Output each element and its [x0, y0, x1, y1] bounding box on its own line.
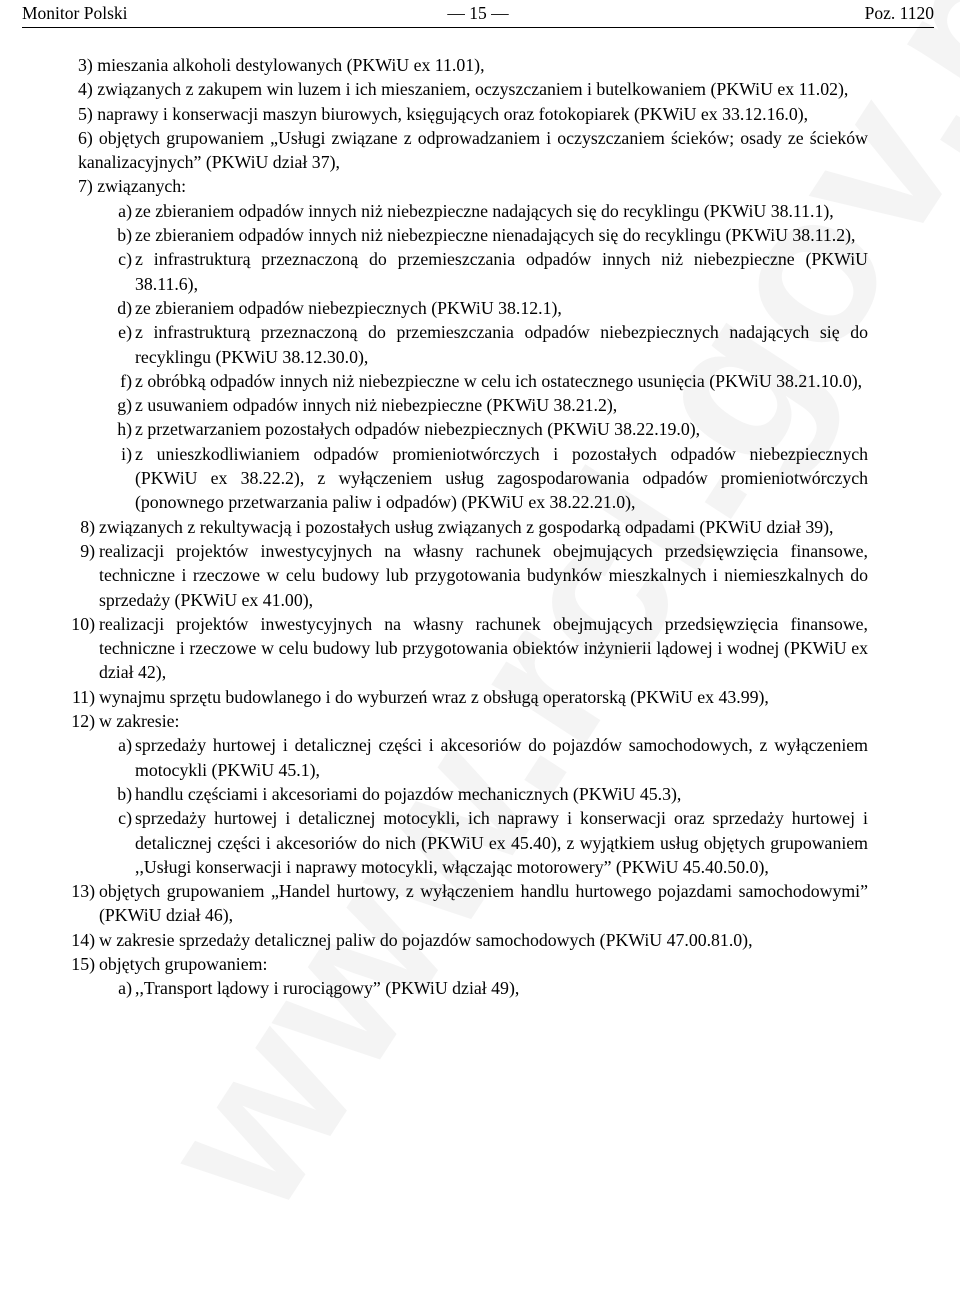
list-item: [0, 539, 960, 612]
item-number: 13): [71, 881, 95, 902]
list-item: [0, 928, 960, 952]
item-number: c): [118, 808, 132, 829]
list-subitem: [0, 296, 960, 320]
item-text: objętych grupowaniem:: [99, 953, 268, 974]
item-text: handlu częściami i akcesoriami do pojazdów mechanicznych (PKWiU 45.3),: [135, 783, 682, 804]
position-number: Poz. 1120: [864, 3, 934, 23]
list-item: [0, 174, 960, 198]
list-item: [0, 515, 960, 539]
list-subitem: [0, 393, 960, 417]
item-number: a): [118, 200, 132, 221]
item-text: realizacji projektów inwestycyjnych na własny rachunek obejmujących przedsięwzięcia finansowe, techniczne i rzeczowe w celu budowy lub przygotowania budynków mieszkalnych i niemieszkalnych do sprzedaży (PKWiU ex 41.00),: [99, 540, 868, 610]
item-number: b): [117, 225, 132, 246]
list-subitem: [0, 320, 960, 369]
item-text: 4) związanych z zakupem win luzem i ich mieszaniem, oczyszczaniem i butelkowaniem (PKWiU ex 11.02),: [78, 79, 849, 100]
item-text: związanych z rekultywacją i pozostałych usług związanych z gospodarką odpadami (PKWiU dział 39),: [99, 516, 834, 537]
item-number: b): [117, 783, 132, 804]
item-text: w zakresie sprzedaży detalicznej paliw do pojazdów samochodowych (PKWiU 47.00.81.0),: [99, 929, 753, 950]
item-number: d): [117, 297, 132, 318]
list-item: [0, 685, 960, 709]
list-subitem: [0, 733, 960, 782]
item-text: 5) naprawy i konserwacji maszyn biurowych, księgujących oraz fotokopiarek (PKWiU ex 33.12.16.0),: [78, 103, 809, 124]
list-item: [0, 879, 960, 928]
item-number: e): [118, 322, 132, 343]
item-text: z infrastrukturą przeznaczoną do przemieszczania odpadów innych niż niebezpieczne (PKWiU 38.11.6),: [135, 249, 868, 294]
list-subitem: [0, 442, 960, 515]
list-item: [0, 952, 960, 976]
header-rule: [22, 27, 934, 28]
item-number: 12): [71, 711, 95, 732]
item-text: 6) objętych grupowaniem „Usługi związane z odprowadzaniem i oczyszczaniem ścieków; osady ze ścieków kanalizacyjnych” (PKWiU dział 37),: [78, 127, 868, 173]
list-subitem: [0, 782, 960, 806]
list-item: [0, 126, 960, 175]
item-text: 3) mieszania alkoholi destylowanych (PKWiU ex 11.01),: [78, 55, 485, 75]
item-number: 15): [71, 953, 95, 974]
item-text: ze zbieraniem odpadów innych niż niebezpieczne nienadających się do recyklingu (PKWiU 38.11.2),: [135, 225, 856, 246]
item-text: ze zbieraniem odpadów innych niż niebezpieczne nadających się do recyklingu (PKWiU 38.11.1),: [135, 200, 834, 221]
item-text: sprzedaży hurtowej i detalicznej motocykli, ich naprawy i konserwacji oraz sprzedaży hurtowej i detalicznej części i akcesoriów do nich (PKWiU ex 45.40), z wyjątkiem usług objętych grupowaniem ,,Usługi konserwacji i naprawy motocykli, włączając motorowery” (PKWiU 45.40.50.0),: [135, 808, 868, 877]
list-item: [0, 612, 960, 685]
list-item: [0, 709, 960, 733]
item-number: 11): [71, 686, 95, 707]
item-number: 8): [80, 516, 95, 537]
item-number: h): [117, 419, 132, 440]
item-text: z infrastrukturą przeznaczoną do przemieszczania odpadów niebezpiecznych nadających się do recyklingu (PKWiU 38.12.30.0),: [135, 322, 868, 367]
item-number: c): [118, 249, 132, 270]
item-text: z przetwarzaniem pozostałych odpadów niebezpiecznych (PKWiU 38.22.19.0),: [135, 419, 701, 440]
list-subitem: [0, 199, 960, 223]
publication-title: Monitor Polski: [22, 3, 128, 23]
item-text: z usuwaniem odpadów innych niż niebezpieczne (PKWiU 38.21.2),: [135, 395, 618, 416]
item-number: 9): [80, 540, 95, 561]
list-item: [0, 53, 960, 77]
page-header: [22, 2, 934, 24]
document-body: [0, 53, 960, 1001]
list-item: [0, 102, 960, 126]
item-text: z unieszkodliwianiem odpadów promieniotwórczych i pozostałych odpadów niebezpiecznych (PKWiU ex 38.22.2), z wyłączeniem usług zagospodarowania odpadów promieniotwórczych (ponownego przetwarzania paliw i odpadów) (PKWiU ex 38.22.21.0),: [135, 443, 868, 513]
list-item: [0, 77, 960, 101]
list-subitem: [0, 369, 960, 393]
item-text: sprzedaży hurtowej i detalicznej części i akcesoriów do pojazdów samochodowych, z wyłączeniem motocykli (PKWiU 45.1),: [135, 735, 868, 780]
list-subitem: [0, 223, 960, 247]
item-number: 10): [71, 613, 95, 634]
item-text: objętych grupowaniem „Handel hurtowy, z wyłączeniem handlu hurtowego pojazdami samochodowymi” (PKWiU dział 46),: [99, 881, 868, 926]
item-text: w zakresie:: [99, 711, 180, 732]
item-text: wynajmu sprzętu budowlanego i do wyburzeń wraz z obsługą operatorską (PKWiU ex 43.99),: [99, 686, 769, 707]
item-number: g): [117, 395, 132, 416]
item-number: a): [118, 735, 132, 756]
item-number: 14): [71, 929, 95, 950]
item-text: z obróbką odpadów innych niż niebezpieczne w celu ich ostatecznego usunięcia (PKWiU 38.21.10.0),: [135, 370, 863, 391]
item-text: ,,Transport lądowy i rurociągowy” (PKWiU dział 49),: [135, 978, 520, 999]
list-subitem: [0, 247, 960, 296]
list-subitem: [0, 417, 960, 441]
item-number: i): [121, 443, 132, 464]
item-text: realizacji projektów inwestycyjnych na własny rachunek obejmujących przedsięwzięcia finansowe, techniczne i rzeczowe w celu budowy lub przygotowania obiektów inżynierii lądowej i wodnej (PKWiU ex dział 42),: [99, 613, 868, 683]
item-text: 7) związanych:: [78, 176, 187, 197]
list-subitem: [0, 806, 960, 879]
item-number: a): [118, 978, 132, 999]
list-subitem: [0, 976, 960, 1000]
item-number: f): [120, 370, 132, 391]
page-number: — 15 —: [447, 3, 509, 23]
item-text: ze zbieraniem odpadów niebezpiecznych (PKWiU 38.12.1),: [135, 297, 562, 318]
